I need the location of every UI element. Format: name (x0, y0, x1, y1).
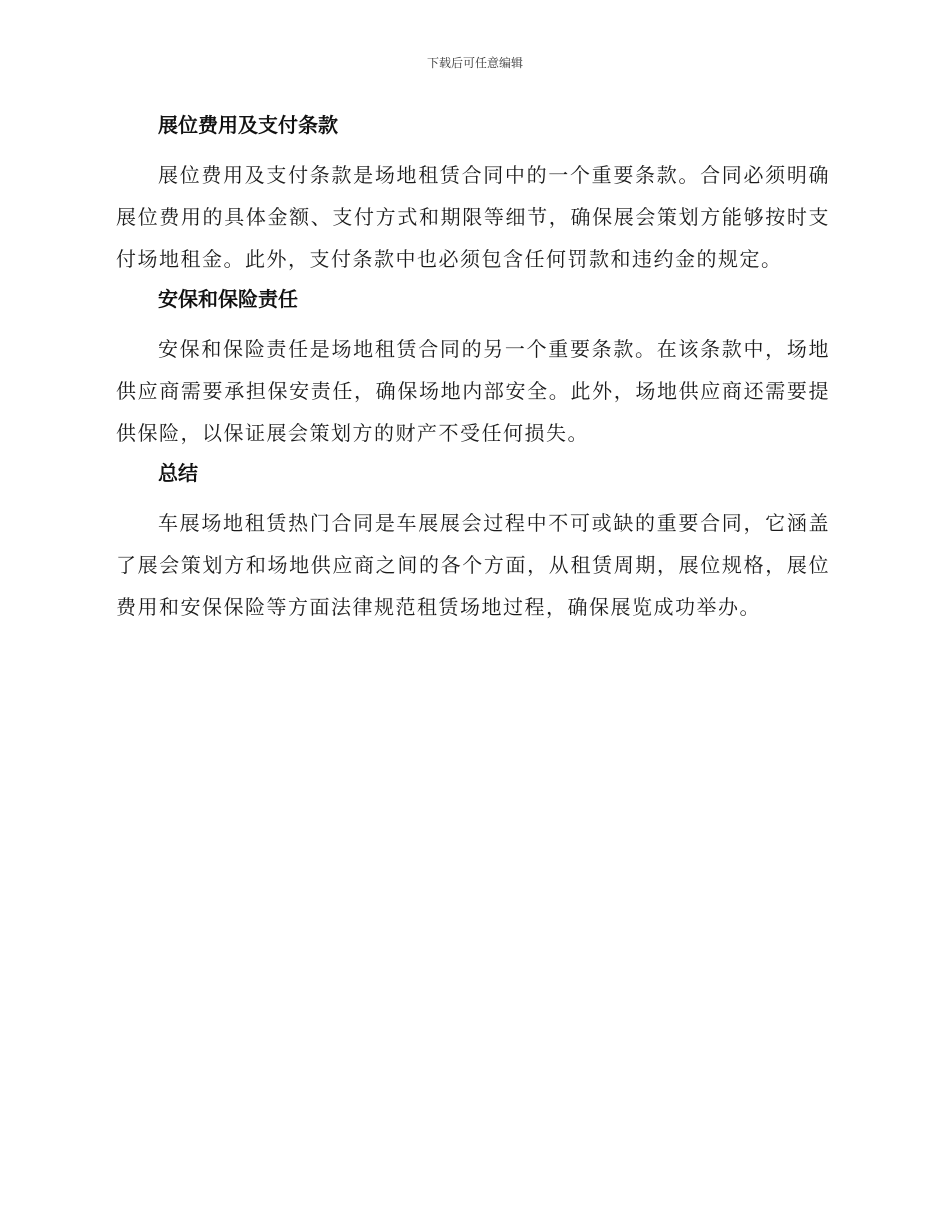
section-heading: 安保和保险责任 (158, 287, 298, 311)
section-paragraph: 车展场地租赁热门合同是车展展会过程中不可或缺的重要合同，它涵盖了展会策划方和场地供应商之间的各个方面，从租赁周期，展位规格，展位费用和安保保险等方面法律规范租赁场地过程，确保展览成功举办。 (116, 511, 830, 619)
section-summary (116, 458, 830, 628)
section-paragraph: 展位费用及支付条款是场地租赁合同中的一个重要条款。合同必须明确展位费用的具体金额、支付方式和期限等细节，确保展会策划方能够按时支付场地租金。此外，支付条款中也必须包含任何罚款和违约金的规定。 (116, 163, 830, 271)
section-booth-fees (116, 110, 830, 280)
section-heading: 总结 (158, 461, 198, 485)
section-heading: 展位费用及支付条款 (158, 113, 338, 137)
page-header: 下载后可任意编辑 (426, 56, 523, 70)
document-content (116, 110, 830, 632)
section-security-insurance (116, 284, 830, 454)
section-paragraph: 安保和保险责任是场地租赁合同的另一个重要条款。在该条款中，场地供应商需要承担保安责任，确保场地内部安全。此外，场地供应商还需要提供保险，以保证展会策划方的财产不受任何损失。 (116, 337, 830, 445)
